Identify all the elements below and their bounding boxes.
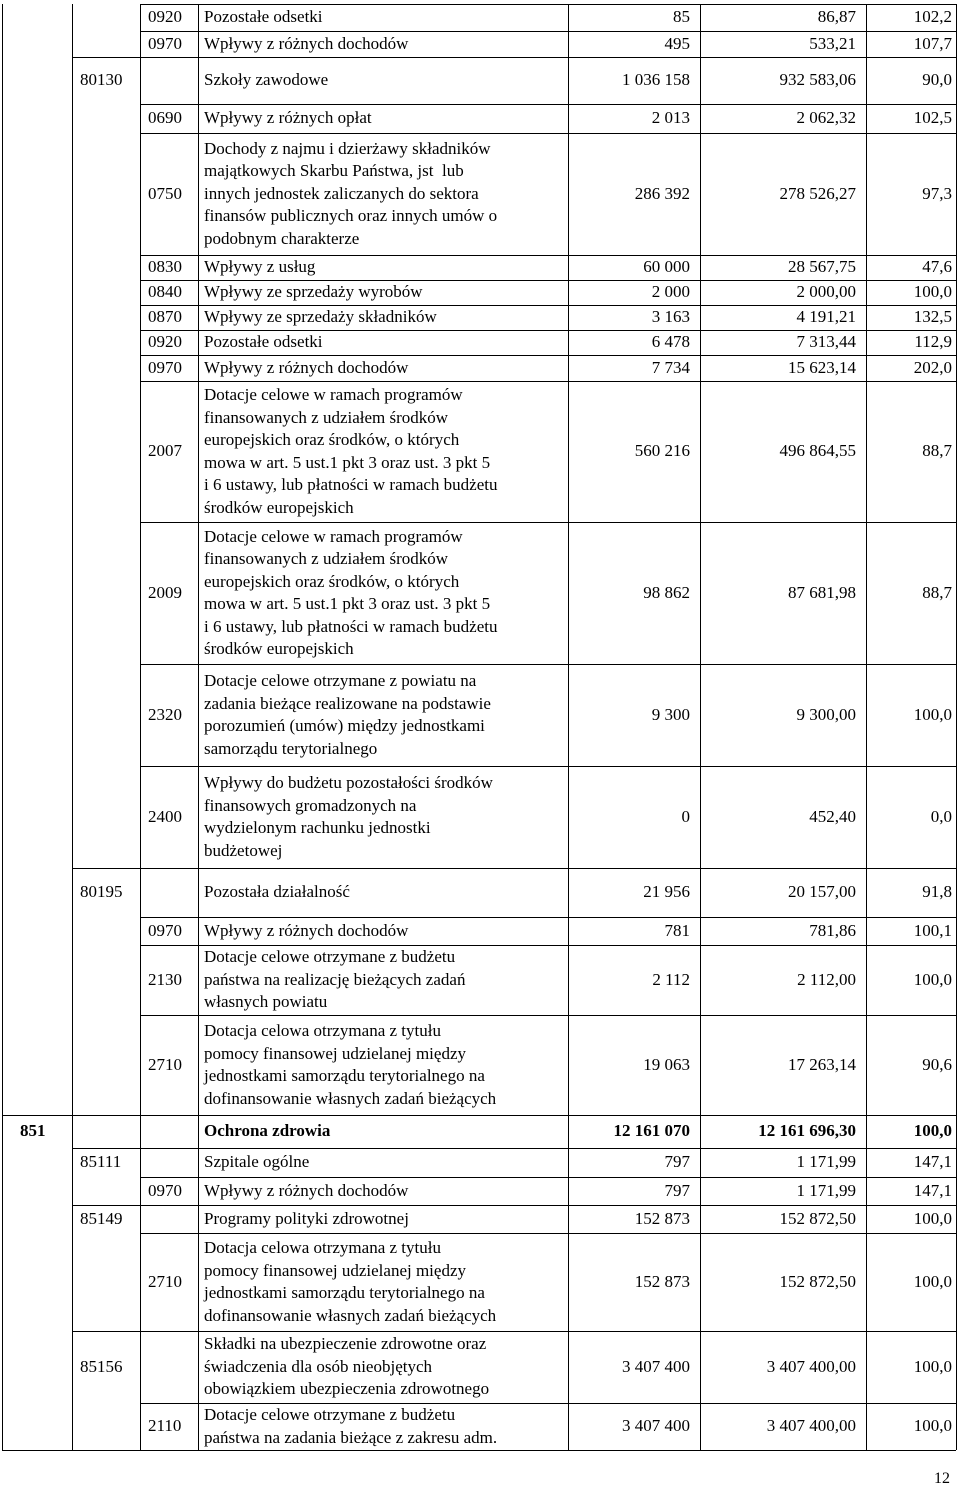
execution-value: 87 681,98 (788, 582, 856, 602)
execution-value: 9 300,00 (796, 704, 856, 724)
percent-value: 102,2 (913, 7, 952, 27)
paragraf-code: 0840 (148, 282, 182, 302)
table-row-rule (140, 766, 956, 767)
percent-value: 147,1 (913, 1180, 952, 1200)
item-name: Wpływy z różnych dochodów (204, 1180, 409, 1200)
plan-value: 98 862 (643, 582, 690, 602)
table-row-rule (72, 1331, 956, 1332)
plan-value: 2 112 (652, 969, 690, 989)
percent-value: 147,1 (913, 1152, 952, 1172)
table-row-rule (140, 133, 956, 134)
item-name: Pozostałe odsetki (204, 332, 323, 352)
item-name: Składki na ubezpieczenie zdrowotne oraz świadczenia dla osób nieobjętych obowiązkiem ubezpieczenia zdrowotnego (204, 1334, 490, 1399)
table-row-rule (140, 4, 956, 5)
plan-value: 21 956 (643, 882, 690, 902)
execution-value: 2 000,00 (796, 282, 856, 302)
item-name: Dotacje celowe otrzymane z budżetu państwa na realizację bieżących zadań własnych powiatu (204, 947, 466, 1012)
execution-value: 3 407 400,00 (766, 1356, 856, 1376)
table-row-rule (2, 1115, 956, 1116)
plan-value: 60 000 (643, 257, 690, 277)
plan-value: 2 000 (651, 282, 690, 302)
item-name: Dotacje celowe w ramach programów finansowanych z udziałem środków europejskich oraz środków, o których mowa w art. 5 ust.1 pkt 3 oraz ust. 3 pkt 5 i 6 ustawy, lub płatności w ramach budżetu środków europejskich (204, 526, 498, 658)
plan-value: 12 161 070 (613, 1121, 690, 1141)
paragraf-code: 0750 (148, 183, 182, 203)
paragraf-code: 0870 (148, 307, 182, 327)
percent-value: 100,0 (913, 1416, 952, 1436)
percent-value: 202,0 (913, 357, 952, 377)
execution-value: 278 526,27 (779, 183, 856, 203)
table-row-rule (140, 1233, 956, 1234)
rozdzial-code: 85156 (80, 1356, 123, 1376)
execution-value: 1 171,99 (796, 1180, 856, 1200)
paragraf-code: 2009 (148, 582, 182, 602)
rozdzial-code: 80130 (80, 70, 123, 90)
table-bottom-rule (2, 1450, 956, 1451)
execution-value: 152 872,50 (779, 1271, 856, 1291)
execution-value: 7 313,44 (796, 332, 856, 352)
percent-value: 100,0 (913, 1271, 952, 1291)
plan-value: 9 300 (651, 704, 690, 724)
percent-value: 100,0 (913, 1356, 952, 1376)
item-name: Dotacje celowe otrzymane z budżetu państwa na zadania bieżące z zakresu adm. (204, 1405, 498, 1447)
plan-value: 560 216 (634, 441, 690, 461)
item-name: Ochrona zdrowia (204, 1121, 331, 1141)
item-name: Szpitale ogólne (204, 1152, 310, 1172)
percent-value: 88,7 (922, 441, 952, 461)
table-vertical-rule (956, 4, 957, 1450)
execution-value: 496 864,55 (779, 441, 856, 461)
table-row-rule (72, 1205, 956, 1206)
execution-value: 17 263,14 (788, 1054, 856, 1074)
paragraf-code: 2110 (148, 1416, 182, 1436)
item-name: Szkoły zawodowe (204, 70, 329, 90)
plan-value: 495 (664, 33, 690, 53)
plan-value: 3 407 400 (622, 1356, 690, 1376)
percent-value: 100,0 (913, 1121, 952, 1141)
plan-value: 152 873 (634, 1208, 690, 1228)
plan-value: 3 407 400 (622, 1416, 690, 1436)
percent-value: 91,8 (922, 882, 952, 902)
percent-value: 100,0 (913, 282, 952, 302)
execution-value: 152 872,50 (779, 1208, 856, 1228)
paragraf-code: 2710 (148, 1271, 182, 1291)
dzial-code: 851 (20, 1121, 46, 1141)
plan-value: 797 (664, 1152, 690, 1172)
item-name: Pozostała działalność (204, 882, 350, 902)
item-name: Wpływy ze sprzedaży wyrobów (204, 282, 423, 302)
execution-value: 932 583,06 (779, 70, 856, 90)
page-number: 12 (934, 1470, 950, 1487)
item-name: Dotacja celowa otrzymana z tytułu pomocy finansowej udzielanej między jednostkami samorządu terytorialnego na dofinansowanie własnych zadań bieżących (204, 1238, 497, 1325)
paragraf-code: 0970 (148, 357, 182, 377)
execution-value: 28 567,75 (788, 257, 856, 277)
table-row-rule (140, 917, 956, 918)
item-name: Wpływy z różnych opłat (204, 108, 372, 128)
percent-value: 102,5 (913, 108, 952, 128)
paragraf-code: 2320 (148, 704, 182, 724)
rozdzial-code: 85111 (80, 1152, 122, 1172)
paragraf-code: 2007 (148, 441, 182, 461)
table-row-rule (72, 57, 956, 58)
execution-value: 86,87 (817, 7, 856, 27)
item-name: Wpływy z różnych dochodów (204, 920, 409, 940)
item-name: Wpływy z usług (204, 257, 316, 277)
plan-value: 85 (673, 7, 690, 27)
execution-value: 452,40 (809, 806, 856, 826)
execution-value: 4 191,21 (796, 307, 856, 327)
plan-value: 781 (664, 920, 690, 940)
paragraf-code: 0970 (148, 33, 182, 53)
execution-value: 12 161 696,30 (758, 1121, 856, 1141)
paragraf-code: 2130 (148, 969, 182, 989)
item-name: Pozostałe odsetki (204, 7, 323, 27)
paragraf-code: 2400 (148, 806, 182, 826)
table-row-rule (140, 664, 956, 665)
paragraf-code: 2710 (148, 1054, 182, 1074)
plan-value: 6 478 (651, 332, 690, 352)
paragraf-code: 0920 (148, 7, 182, 27)
paragraf-code: 0970 (148, 920, 182, 940)
plan-value: 3 163 (651, 307, 690, 327)
table-row-rule (140, 1015, 956, 1016)
item-name: Dotacje celowe otrzymane z powiatu na zadania bieżące realizowane na podstawie porozumień (umów) między jednostkami samorządu terytorialnego (204, 671, 491, 758)
percent-value: 100,0 (913, 969, 952, 989)
table-row-rule (72, 868, 956, 869)
percent-value: 47,6 (922, 257, 952, 277)
plan-value: 797 (664, 1180, 690, 1200)
table-vertical-rule (2, 4, 3, 1450)
execution-value: 1 171,99 (796, 1152, 856, 1172)
plan-value: 7 734 (651, 357, 690, 377)
execution-value: 2 112,00 (797, 969, 856, 989)
table-row-rule (140, 1177, 956, 1178)
percent-value: 90,0 (922, 70, 952, 90)
table-row-rule (140, 522, 956, 523)
execution-value: 533,21 (809, 33, 856, 53)
table-row-rule (140, 104, 956, 105)
execution-value: 20 157,00 (788, 882, 856, 902)
percent-value: 97,3 (922, 183, 952, 203)
percent-value: 100,0 (913, 704, 952, 724)
plan-value: 0 (681, 806, 690, 826)
plan-value: 1 036 158 (622, 70, 690, 90)
rozdzial-code: 80195 (80, 882, 123, 902)
paragraf-code: 0830 (148, 257, 182, 277)
rozdzial-code: 85149 (80, 1208, 123, 1228)
paragraf-code: 0690 (148, 108, 182, 128)
item-name: Programy polityki zdrowotnej (204, 1208, 409, 1228)
execution-value: 2 062,32 (796, 108, 856, 128)
percent-value: 90,6 (922, 1054, 952, 1074)
percent-value: 0,0 (930, 806, 952, 826)
table-vertical-rule (72, 4, 73, 1450)
paragraf-code: 0920 (148, 332, 182, 352)
percent-value: 132,5 (913, 307, 952, 327)
item-name: Dotacje celowe w ramach programów finansowanych z udziałem środków europejskich oraz środków, o których mowa w art. 5 ust.1 pkt 3 oraz ust. 3 pkt 5 i 6 ustawy, lub płatności w ramach budżetu środków europejskich (204, 385, 498, 517)
percent-value: 100,1 (913, 920, 952, 940)
percent-value: 107,7 (913, 33, 952, 53)
percent-value: 112,9 (914, 332, 952, 352)
execution-value: 781,86 (809, 920, 856, 940)
paragraf-code: 0970 (148, 1180, 182, 1200)
item-name: Wpływy z różnych dochodów (204, 357, 409, 377)
plan-value: 19 063 (643, 1054, 690, 1074)
percent-value: 88,7 (922, 582, 952, 602)
item-name: Dochody z najmu i dzierżawy składników majątkowych Skarbu Państwa, jst lub innych jednostek zaliczanych do sektora finansów publicznych oraz innych umów o podobnym charakterze (204, 138, 498, 248)
plan-value: 286 392 (634, 183, 690, 203)
plan-value: 152 873 (634, 1271, 690, 1291)
item-name: Wpływy do budżetu pozostałości środków finansowych gromadzonych na wydzielonym rachunku jednostki budżetowej (204, 773, 493, 860)
plan-value: 2 013 (651, 108, 690, 128)
table-row-rule (72, 1148, 956, 1149)
item-name: Wpływy z różnych dochodów (204, 33, 409, 53)
execution-value: 15 623,14 (788, 357, 856, 377)
percent-value: 100,0 (913, 1208, 952, 1228)
table-row-rule (140, 381, 956, 382)
execution-value: 3 407 400,00 (766, 1416, 856, 1436)
item-name: Wpływy ze sprzedaży składników (204, 307, 437, 327)
item-name: Dotacja celowa otrzymana z tytułu pomocy finansowej udzielanej między jednostkami samorządu terytorialnego na dofinansowanie własnych zadań bieżących (204, 1021, 497, 1108)
